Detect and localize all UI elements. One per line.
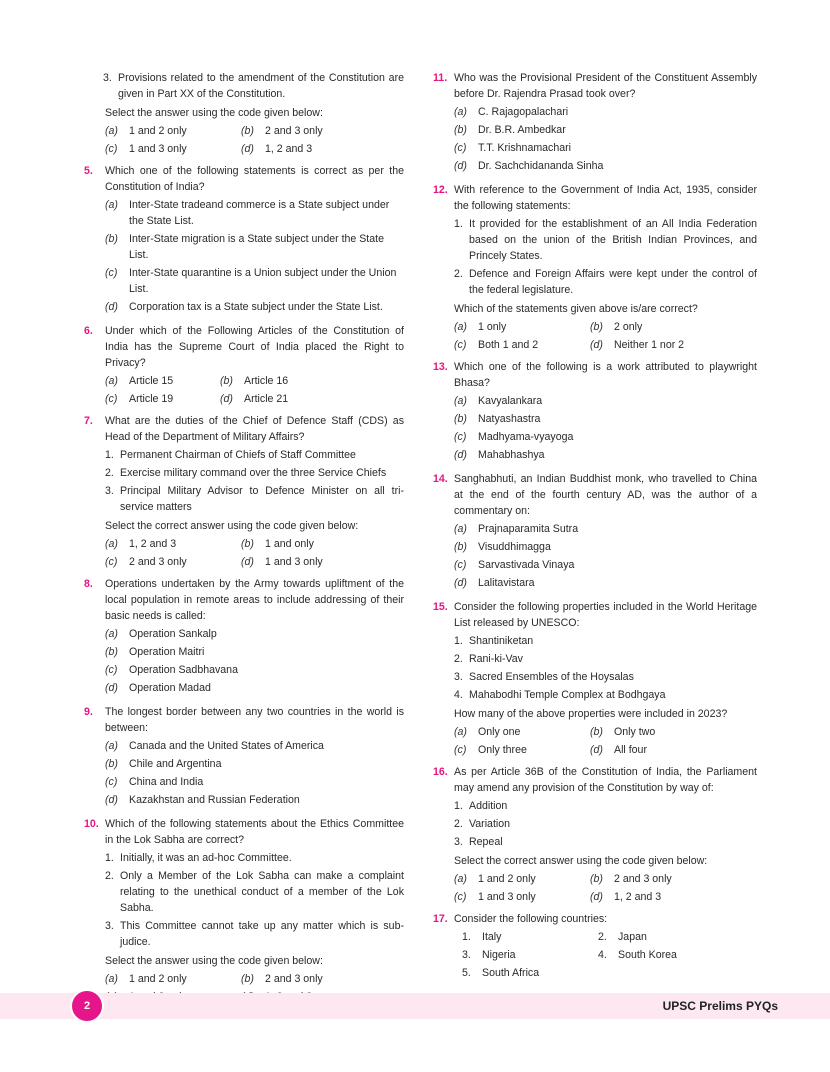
option-a[interactable]: (a) Article 15 bbox=[105, 375, 174, 387]
option-a[interactable]: (a) Prajnaparamita Sutra bbox=[454, 523, 579, 535]
options bbox=[105, 536, 404, 570]
question-number: 17. bbox=[433, 913, 448, 925]
question-14 bbox=[433, 471, 757, 593]
option-b[interactable]: (b) Article 16 bbox=[220, 375, 289, 387]
option-b[interactable]: (b) Natyashastra bbox=[454, 413, 541, 425]
question-number: 8. bbox=[84, 578, 93, 590]
question-11 bbox=[433, 70, 757, 176]
option-a[interactable]: (a) C. Rajagopalachari bbox=[454, 106, 569, 118]
question-12 bbox=[433, 182, 757, 353]
options bbox=[105, 197, 404, 315]
option-b[interactable]: (b) Inter-State migration is a State subject under the State List. bbox=[105, 233, 384, 261]
options bbox=[105, 626, 404, 696]
statement: 1. Initially, it was an ad-hoc Committee. bbox=[105, 852, 292, 864]
country-item: 4. South Korea bbox=[598, 949, 677, 961]
option-d[interactable]: (d) All four bbox=[590, 744, 647, 756]
option-d[interactable]: (d) Article 21 bbox=[220, 393, 289, 405]
question-number: 14. bbox=[433, 473, 448, 485]
option-a[interactable]: (a) 1 only bbox=[454, 321, 507, 333]
option-c[interactable]: (c) Sarvastivada Vinaya bbox=[454, 559, 575, 571]
statements bbox=[105, 850, 404, 950]
options bbox=[105, 123, 404, 157]
statement: 3. Repeal bbox=[454, 836, 503, 848]
options bbox=[105, 738, 404, 808]
option-b[interactable]: (b) Visuddhimagga bbox=[454, 541, 551, 553]
question-number: 16. bbox=[433, 766, 448, 778]
option-c[interactable]: (c) Madhyama-vyayoga bbox=[454, 431, 574, 443]
question-8 bbox=[84, 576, 404, 698]
option-b[interactable]: (b) Chile and Argentina bbox=[105, 758, 222, 770]
question-text: Under which of the Following Articles of the Constitution of India has the Supreme Court of India placed the Right to Privacy? bbox=[105, 325, 404, 369]
option-c[interactable]: (c) Operation Sadbhavana bbox=[105, 664, 238, 676]
statements bbox=[454, 633, 757, 703]
option-d[interactable]: (d) Lalitavistara bbox=[454, 577, 535, 589]
option-b[interactable]: (b) Only two bbox=[590, 726, 656, 738]
option-c[interactable]: (c) China and India bbox=[105, 776, 204, 788]
option-b[interactable]: (b) Operation Maitri bbox=[105, 646, 205, 658]
question-number: 6. bbox=[84, 325, 93, 337]
option-d[interactable]: (d) Mahabhashya bbox=[454, 449, 545, 461]
option-b[interactable]: (b) 2 and 3 only bbox=[241, 125, 323, 137]
question-text: Who was the Provisional President of the Constituent Assembly before Dr. Rajendra Prasad took over? bbox=[454, 72, 757, 100]
option-d[interactable]: (d) 1 and 3 only bbox=[241, 556, 323, 568]
question-7 bbox=[84, 413, 404, 570]
question-number: 7. bbox=[84, 415, 93, 427]
question-text: Sanghabhuti, an Indian Buddhist monk, who travelled to China at the end of the fourth century AD, was the author of a commentary on: bbox=[454, 473, 757, 517]
option-d[interactable]: (d) Neither 1 nor 2 bbox=[590, 339, 685, 351]
question-text: Operations undertaken by the Army towards upliftment of the local population in remote areas to include addressing of their basic needs is called: bbox=[105, 578, 404, 622]
answer-prompt: Select the correct answer using the code given below: bbox=[454, 855, 708, 867]
page-number-badge: 2 bbox=[70, 989, 104, 1023]
option-a[interactable]: (a) Kavyalankara bbox=[454, 395, 543, 407]
country-item: 1. Italy bbox=[462, 931, 502, 943]
answer-prompt: Select the correct answer using the code given below: bbox=[105, 520, 359, 532]
footer-title: UPSC Prelims PYQs bbox=[662, 999, 778, 1013]
options bbox=[454, 871, 757, 905]
option-a[interactable]: (a) Only one bbox=[454, 726, 521, 738]
options bbox=[454, 521, 757, 591]
question-6 bbox=[84, 323, 404, 407]
option-c[interactable]: (c) Inter-State quarantine is a Union subject under the Union List. bbox=[105, 267, 397, 295]
question-9 bbox=[84, 704, 404, 810]
right-column bbox=[433, 70, 757, 983]
statements bbox=[105, 447, 404, 515]
option-a[interactable]: (a) 1 and 2 only bbox=[454, 873, 536, 885]
question-text: Consider the following properties included in the World Heritage List released by UNESCO: bbox=[454, 601, 757, 629]
option-a[interactable]: (a) 1, 2 and 3 bbox=[105, 538, 177, 550]
answer-prompt: Which of the statements given above is/are correct? bbox=[454, 303, 698, 315]
question-text: The longest border between any two countries in the world is between: bbox=[105, 706, 404, 734]
options bbox=[454, 319, 757, 353]
option-a[interactable]: (a) Canada and the United States of America bbox=[105, 740, 324, 752]
statement: 3. Provisions related to the amendment of the Constitution are given in Part XX of the Constitution. bbox=[103, 72, 404, 100]
options bbox=[454, 393, 757, 463]
question-text: With reference to the Government of India Act, 1935, consider the following statements: bbox=[454, 184, 757, 212]
question-number: 5. bbox=[84, 165, 93, 177]
statement: 1. Addition bbox=[454, 800, 508, 812]
option-b[interactable]: (b) 2 and 3 only bbox=[241, 973, 323, 985]
country-list bbox=[462, 929, 757, 981]
answer-prompt: Select the answer using the code given below: bbox=[105, 955, 323, 967]
option-c[interactable]: (c) T.T. Krishnamachari bbox=[454, 142, 572, 154]
country-item: 3. Nigeria bbox=[462, 949, 516, 961]
option-b[interactable]: (b) 1 and only bbox=[241, 538, 314, 550]
option-c[interactable]: (c) Only three bbox=[454, 744, 527, 756]
statements bbox=[454, 798, 757, 850]
question-4-continuation bbox=[105, 70, 404, 157]
statement: 2. Defence and Foreign Affairs were kept under the control of the federal legislature. bbox=[454, 268, 757, 296]
options bbox=[105, 373, 404, 407]
statement: 2. Only a Member of the Lok Sabha can make a complaint relating to the unethical conduct of a member of the Lok Sabha. bbox=[105, 870, 404, 914]
question-13 bbox=[433, 359, 757, 465]
option-a[interactable]: (a) Inter-State tradeand commerce is a State subject under the State List. bbox=[105, 199, 390, 227]
statement: 1. Permanent Chairman of Chiefs of Staff Committee bbox=[105, 449, 356, 461]
question-16 bbox=[433, 764, 757, 905]
question-number: 15. bbox=[433, 601, 448, 613]
option-a[interactable]: (a) Operation Sankalp bbox=[105, 628, 217, 640]
option-d[interactable]: (d) 1, 2 and 3 bbox=[241, 143, 313, 155]
question-text: As per Article 36B of the Constitution of India, the Parliament may amend any provision of the Constitution by way of: bbox=[454, 766, 757, 794]
answer-prompt: Select the answer using the code given below: bbox=[105, 107, 323, 119]
question-text: Which one of the following statements is correct as per the Constitution of India? bbox=[105, 165, 404, 193]
question-5 bbox=[84, 163, 404, 317]
question-text: What are the duties of the Chief of Defence Staff (CDS) as Head of the Department of Military Affairs? bbox=[105, 415, 404, 443]
option-c[interactable]: (c) 1 and 3 only bbox=[105, 143, 187, 155]
options bbox=[454, 724, 757, 758]
statement: 2. Rani-ki-Vav bbox=[454, 653, 523, 665]
left-column bbox=[84, 70, 404, 1007]
country-item: 5. South Africa bbox=[462, 967, 540, 979]
question-text: Which one of the following is a work attributed to playwright Bhasa? bbox=[454, 361, 757, 389]
question-text: Which of the following statements about the Ethics Committee in the Lok Sabha are correct? bbox=[105, 818, 404, 846]
question-number: 9. bbox=[84, 706, 93, 718]
question-number: 13. bbox=[433, 361, 448, 373]
option-b[interactable]: (b) 2 only bbox=[590, 321, 643, 333]
question-number: 10. bbox=[84, 818, 99, 830]
statements bbox=[454, 216, 757, 298]
country-item: 2. Japan bbox=[598, 931, 647, 943]
question-number: 12. bbox=[433, 184, 448, 196]
option-d[interactable]: (d) Operation Madad bbox=[105, 682, 211, 694]
question-17 bbox=[433, 911, 757, 981]
option-d[interactable]: (d) Corporation tax is a State subject under the State List. bbox=[105, 301, 383, 313]
option-b[interactable]: (b) 2 and 3 only bbox=[590, 873, 672, 885]
option-c[interactable]: (c) Both 1 and 2 bbox=[454, 339, 539, 351]
option-c[interactable]: (c) 1 and 3 only bbox=[454, 891, 536, 903]
answer-prompt: How many of the above properties were included in 2023? bbox=[454, 708, 728, 720]
option-c[interactable]: (c) Article 19 bbox=[105, 393, 174, 405]
statement: 2. Variation bbox=[454, 818, 511, 830]
question-10 bbox=[84, 816, 404, 1005]
question-text: Consider the following countries: bbox=[454, 913, 608, 925]
option-d[interactable]: (d) Kazakhstan and Russian Federation bbox=[105, 794, 300, 806]
statement: 2. Exercise military command over the three Service Chiefs bbox=[105, 467, 387, 479]
statement: 3. This Committee cannot take up any matter which is sub-judice. bbox=[105, 920, 404, 948]
option-d[interactable]: (d) Dr. Sachchidananda Sinha bbox=[454, 160, 604, 172]
statement: 1. Shantiniketan bbox=[454, 635, 534, 647]
option-b[interactable]: (b) Dr. B.R. Ambedkar bbox=[454, 124, 566, 136]
option-d[interactable]: (d) 1, 2 and 3 bbox=[590, 891, 662, 903]
statement: 3. Principal Military Advisor to Defence Minister on all tri-service matters bbox=[105, 485, 404, 513]
option-a[interactable]: (a) 1 and 2 only bbox=[105, 125, 187, 137]
statement: 4. Mahabodhi Temple Complex at Bodhgaya bbox=[454, 689, 666, 701]
question-number: 11. bbox=[433, 72, 448, 84]
statement: 3. Sacred Ensembles of the Hoysalas bbox=[454, 671, 634, 683]
option-c[interactable]: (c) 2 and 3 only bbox=[105, 556, 187, 568]
statement: 1. It provided for the establishment of an All India Federation based on the union of the British Indian Provinces, and Princely States. bbox=[454, 218, 757, 262]
question-15 bbox=[433, 599, 757, 758]
options bbox=[454, 104, 757, 174]
option-a[interactable]: (a) 1 and 2 only bbox=[105, 973, 187, 985]
